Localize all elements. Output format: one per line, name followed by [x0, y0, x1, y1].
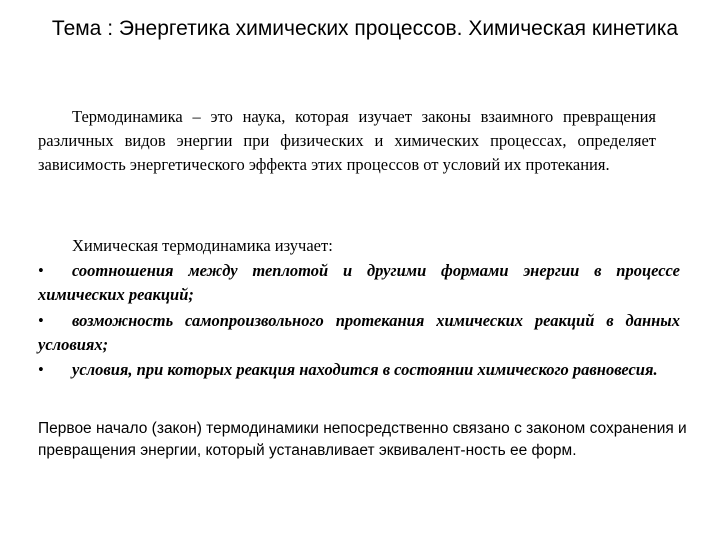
- first-law-paragraph: Первое начало (закон) термодинамики непосредственно связано с законом сохранения и превращения энергии, который устанавливает эквивалент-ность ее форм.: [38, 420, 687, 459]
- bullet-marker: •: [38, 360, 44, 379]
- bullet-text: возможность самопроизвольного протекания химических реакций в данных условиях;: [38, 311, 680, 354]
- bullet-text: соотношения между теплотой и другими формами энергии в процессе химических реакций;: [38, 261, 680, 304]
- bullet-text: условия, при которых реакция находится в состоянии химического равновесия.: [72, 360, 658, 379]
- intro-paragraph: Термодинамика – это наука, которая изучает законы взаимного превращения различных видов энергии при физических и химических процессах, определяет зависимость энергетического эффекта этих процессов от условий их протекания.: [38, 107, 656, 174]
- slide-title: Тема : Энергетика химических процессов. Химическая кинетика: [51, 17, 679, 40]
- bullet-item: [38, 358, 680, 382]
- bullet-item: [38, 309, 680, 357]
- bullet-marker: •: [38, 311, 44, 330]
- bullet-item: [38, 259, 680, 307]
- list-lead: Химическая термодинамика изучает:: [72, 236, 333, 255]
- bullet-marker: •: [38, 261, 44, 280]
